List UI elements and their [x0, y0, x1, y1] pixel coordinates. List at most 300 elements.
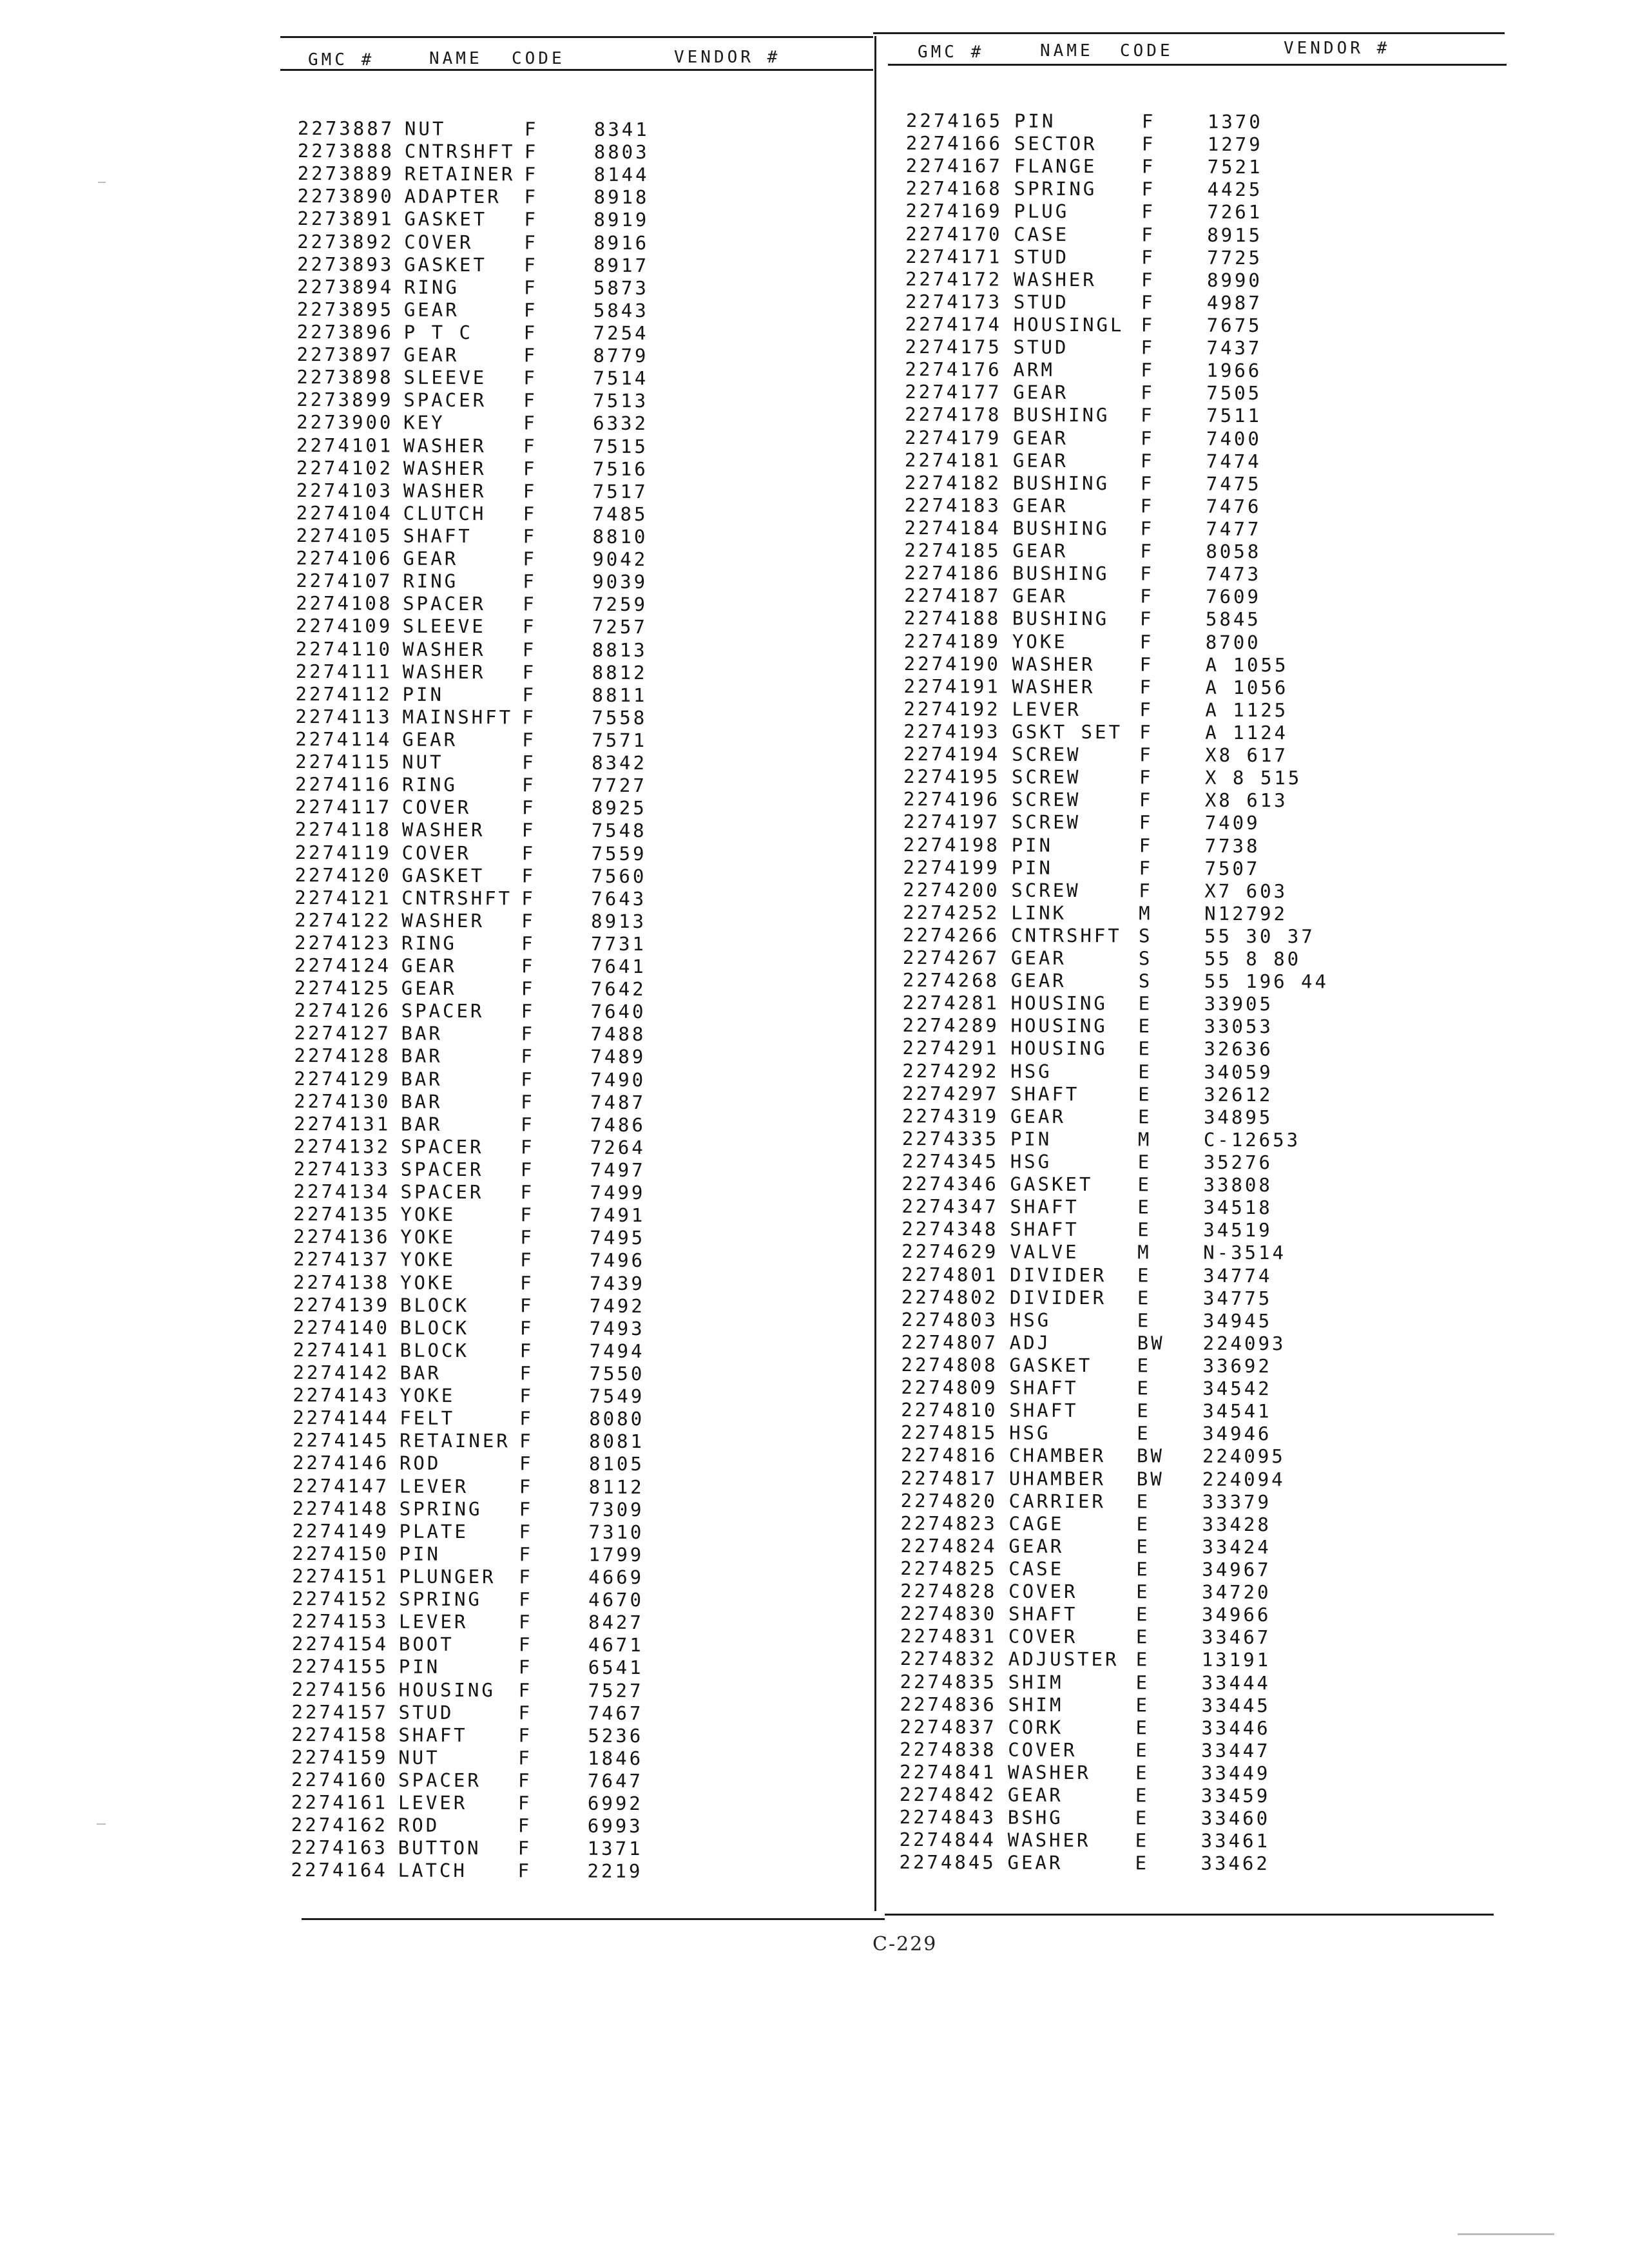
source-code: F: [1139, 811, 1153, 834]
vendor-number: 7492: [589, 1294, 645, 1317]
part-name: BUTTON: [398, 1836, 481, 1860]
vendor-number: 33445: [1201, 1694, 1271, 1716]
part-name: WASHER: [1012, 653, 1095, 675]
part-name: GEAR: [402, 728, 458, 751]
part-name: WASHER: [403, 457, 487, 479]
source-code: F: [521, 1023, 535, 1045]
gmc-number: 2274145: [293, 1429, 390, 1452]
vendor-number: 8081: [589, 1430, 645, 1453]
vendor-number: 7409: [1204, 812, 1260, 834]
part-name: SHAFT: [398, 1724, 468, 1746]
vendor-number: 13191: [1201, 1649, 1271, 1671]
gmc-number: 2273900: [296, 411, 394, 434]
gmc-number: 2274842: [899, 1783, 997, 1806]
gmc-number: 2274163: [291, 1836, 388, 1859]
source-code: F: [517, 1814, 532, 1837]
source-code: F: [517, 1837, 532, 1860]
vendor-number: 33461: [1200, 1830, 1271, 1852]
vendor-number: 8341: [593, 118, 650, 141]
part-name: PLUG: [1014, 200, 1070, 223]
source-code: F: [519, 1340, 534, 1362]
part-name: DIVIDER: [1009, 1264, 1107, 1286]
source-code: F: [518, 1747, 532, 1769]
vendor-number: 55 30 37: [1204, 925, 1315, 948]
part-name: CNTRSHFT: [404, 140, 516, 163]
part-name: SHAFT: [1008, 1602, 1078, 1626]
gmc-number: 2274107: [296, 570, 393, 592]
vendor-number: 7527: [588, 1679, 644, 1702]
gmc-number: 2274169: [905, 200, 1003, 223]
gmc-number: 2273887: [297, 117, 395, 140]
source-code: F: [1140, 540, 1154, 562]
vendor-number: 7477: [1206, 517, 1262, 541]
part-name: COVER: [404, 231, 474, 253]
gmc-number: 2274131: [293, 1112, 391, 1135]
gmc-number: 2274102: [296, 456, 394, 479]
vendor-number: 7497: [590, 1158, 646, 1182]
gmc-number: 2274118: [294, 818, 392, 841]
gmc-number: 2274809: [901, 1376, 998, 1399]
source-code: F: [520, 1181, 535, 1204]
part-name: GEAR: [1010, 947, 1066, 970]
vendor-number: X 8 515: [1204, 766, 1302, 789]
part-name: BAR: [400, 1361, 441, 1384]
part-name: MAINSHFT: [402, 706, 514, 729]
source-code: E: [1137, 1264, 1152, 1287]
vendor-number: 7640: [590, 1001, 646, 1023]
vendor-number: 7727: [591, 774, 647, 797]
part-name: SHIM: [1008, 1671, 1064, 1693]
vendor-number: 33449: [1201, 1762, 1271, 1785]
gmc-number: 2274158: [291, 1723, 389, 1746]
vendor-number: 34542: [1202, 1377, 1272, 1400]
vendor-number: 34945: [1202, 1309, 1273, 1332]
source-code: F: [523, 570, 537, 593]
vendor-number: X7 603: [1204, 879, 1288, 903]
source-code: F: [519, 1407, 534, 1430]
gmc-number: 2274155: [291, 1655, 389, 1678]
source-code: F: [518, 1724, 532, 1747]
gmc-number: 2273893: [297, 253, 394, 276]
source-code: E: [1137, 1196, 1152, 1218]
part-name: GEAR: [1007, 1783, 1063, 1807]
bottom-rule-right: [885, 1914, 1494, 1916]
part-name: BAR: [401, 1045, 443, 1068]
part-name: BAR: [400, 1113, 443, 1135]
part-name: BUSHING: [1013, 404, 1110, 427]
vendor-number: A 1125: [1205, 698, 1289, 722]
source-code: F: [521, 932, 535, 955]
header-gmc: GMC #: [918, 43, 985, 62]
part-name: PIN: [402, 683, 445, 706]
vendor-number: 2219: [587, 1860, 643, 1883]
source-code: E: [1137, 1218, 1152, 1241]
source-code: E: [1138, 1037, 1152, 1060]
part-name: BAR: [401, 1090, 443, 1113]
part-name: GEAR: [1012, 494, 1068, 517]
part-name: SHAFT: [1009, 1376, 1079, 1399]
source-code: F: [524, 186, 539, 208]
source-code: M: [1137, 1241, 1152, 1264]
part-name: ROD: [398, 1814, 440, 1837]
gmc-number: 2274113: [295, 705, 392, 728]
source-code: F: [522, 615, 537, 638]
vendor-number: 8915: [1207, 224, 1263, 246]
page-number: C-229: [872, 1933, 938, 1956]
part-name: BUSHING: [1012, 472, 1110, 494]
gmc-number: 2274105: [296, 524, 393, 547]
source-code: F: [521, 977, 535, 1000]
gmc-number: 2274193: [903, 720, 1001, 743]
part-name: COVER: [401, 841, 471, 864]
vendor-number: 8112: [588, 1475, 644, 1498]
source-code: F: [521, 1091, 535, 1113]
gmc-number: 2274195: [903, 765, 1001, 788]
vendor-number: 6993: [587, 1814, 643, 1838]
part-name: SCREW: [1011, 879, 1081, 901]
part-name: SPACER: [400, 1158, 484, 1181]
source-code: F: [1141, 314, 1155, 336]
gmc-number: 2274143: [293, 1384, 390, 1407]
source-code: E: [1135, 1807, 1150, 1829]
part-name: HOUSING: [1010, 1037, 1108, 1060]
part-name: PLATE: [399, 1520, 468, 1542]
gmc-number: 2274171: [905, 245, 1003, 268]
part-name: BOOT: [398, 1633, 454, 1656]
source-code: F: [520, 1249, 534, 1271]
vendor-number: 33444: [1201, 1671, 1271, 1694]
vendor-number: 7515: [592, 435, 648, 457]
vendor-number: 33692: [1202, 1354, 1272, 1378]
source-code: F: [519, 1475, 534, 1497]
vendor-number: 7514: [593, 367, 649, 390]
gmc-number: 2274825: [900, 1557, 998, 1580]
header-code: CODE: [1120, 41, 1173, 61]
gmc-number: 2274808: [901, 1354, 998, 1376]
part-name: PLUNGER: [399, 1565, 496, 1588]
source-code: F: [517, 1860, 532, 1882]
gmc-number: 2274134: [293, 1180, 390, 1203]
source-code: F: [1141, 404, 1155, 427]
source-code: F: [1141, 200, 1155, 223]
part-name: GEAR: [403, 343, 459, 367]
vendor-number: 33053: [1204, 1015, 1273, 1038]
gmc-number: 2274112: [295, 682, 392, 706]
gmc-number: 2274181: [904, 448, 1002, 472]
source-code: F: [523, 434, 537, 457]
part-name: LEVER: [398, 1610, 468, 1633]
vendor-number: 8917: [593, 254, 650, 276]
part-name: SPRING: [399, 1588, 483, 1611]
source-code: F: [522, 706, 536, 729]
vendor-number: 8918: [593, 186, 650, 209]
vendor-number: 7550: [589, 1362, 645, 1385]
gmc-number: 2274194: [903, 743, 1001, 765]
source-code: E: [1138, 1060, 1152, 1083]
gmc-number: 2274130: [294, 1090, 391, 1113]
part-name: SPRING: [399, 1497, 483, 1520]
vendor-number: 224095: [1202, 1445, 1286, 1468]
source-code: F: [518, 1769, 532, 1792]
source-code: F: [523, 322, 538, 344]
vendor-number: 4670: [588, 1588, 644, 1611]
gmc-number: 2274167: [905, 155, 1003, 177]
part-name: NUT: [398, 1746, 440, 1769]
header-vendor: VENDOR #: [674, 48, 781, 67]
vendor-number: 7257: [592, 616, 648, 639]
vendor-number: 8427: [588, 1611, 644, 1634]
vendor-number: 34519: [1203, 1219, 1273, 1242]
vendor-number: 7264: [590, 1136, 646, 1159]
gmc-number: 2274841: [900, 1760, 997, 1783]
source-code: F: [519, 1543, 533, 1566]
gmc-number: 2274172: [905, 267, 1003, 291]
source-code: E: [1135, 1648, 1150, 1671]
gmc-number: 2274115: [295, 751, 392, 773]
source-code: F: [1141, 110, 1156, 133]
gmc-number: 2274832: [900, 1648, 998, 1670]
gmc-number: 2274135: [293, 1203, 390, 1225]
part-name: CLUTCH: [403, 502, 487, 524]
vendor-number: 7738: [1204, 834, 1260, 857]
part-name: FELT: [400, 1407, 456, 1430]
vendor-number: 7309: [588, 1498, 644, 1521]
gmc-number: 2274162: [291, 1814, 389, 1836]
part-name: CASE: [1014, 223, 1070, 245]
gmc-number: 2274177: [905, 381, 1002, 403]
part-name: GEAR: [1012, 427, 1068, 449]
vendor-number: 34775: [1202, 1287, 1273, 1309]
gmc-number: 2274345: [901, 1150, 999, 1173]
top-rule-left: [280, 36, 873, 38]
source-code: E: [1135, 1626, 1150, 1648]
vendor-number: 7476: [1206, 495, 1262, 517]
source-code: F: [522, 729, 536, 751]
source-code: F: [1139, 789, 1153, 811]
vendor-number: 224094: [1202, 1468, 1286, 1490]
source-code: F: [521, 864, 536, 887]
source-code: F: [524, 208, 538, 231]
vendor-number: 7474: [1206, 450, 1262, 472]
gmc-number: 2273897: [296, 343, 394, 366]
gmc-number: 2274823: [900, 1512, 998, 1535]
source-code: E: [1137, 1422, 1151, 1445]
vendor-number: 4669: [588, 1566, 644, 1589]
part-name: SCREW: [1011, 811, 1081, 834]
source-code: F: [517, 1792, 532, 1814]
column-divider: [874, 36, 876, 1911]
vendor-number: 34967: [1202, 1558, 1271, 1581]
vendor-number: A 1055: [1205, 653, 1289, 676]
gmc-number: 2274348: [901, 1218, 999, 1240]
source-code: E: [1136, 1558, 1150, 1581]
part-name: RING: [401, 932, 457, 954]
vendor-number: 8813: [592, 639, 648, 661]
vendor-number: 8919: [593, 209, 650, 231]
gmc-number: 2274152: [292, 1588, 389, 1610]
gmc-number: 2274164: [291, 1859, 388, 1881]
vendor-number: 34895: [1203, 1106, 1273, 1129]
source-code: F: [1139, 744, 1153, 766]
vendor-number: 8990: [1206, 269, 1262, 291]
vendor-number: 4671: [588, 1634, 644, 1657]
vendor-number: 7521: [1207, 156, 1263, 178]
header-name: NAME: [1040, 41, 1094, 61]
gmc-number: 2273894: [296, 275, 394, 298]
part-name: COVER: [401, 796, 472, 819]
gmc-number: 2273890: [297, 185, 394, 207]
vendor-number: 34541: [1202, 1400, 1272, 1423]
source-code: E: [1135, 1762, 1150, 1784]
gmc-number: 2274156: [291, 1678, 389, 1701]
source-code: E: [1135, 1784, 1150, 1807]
gmc-number: 2274160: [291, 1768, 389, 1791]
source-code: E: [1135, 1739, 1150, 1762]
source-code: E: [1135, 1852, 1150, 1874]
source-code: E: [1136, 1490, 1151, 1513]
source-code: F: [1140, 562, 1154, 585]
gmc-number: 2274189: [903, 629, 1001, 653]
part-name: HSG: [1010, 1150, 1052, 1173]
source-code: F: [520, 1158, 535, 1181]
part-name: SPACER: [403, 592, 486, 615]
vendor-number: 7516: [592, 457, 648, 480]
vendor-number: 7499: [590, 1181, 646, 1204]
part-name: SPACER: [403, 389, 487, 412]
part-name: GEAR: [1007, 1852, 1063, 1874]
gmc-number: 2274843: [899, 1806, 997, 1829]
part-name: CAGE: [1008, 1512, 1065, 1535]
gmc-number: 2274831: [900, 1625, 998, 1648]
gmc-number: 2273892: [297, 230, 394, 253]
vendor-number: 8779: [593, 344, 649, 367]
gmc-number: 2274168: [905, 177, 1003, 200]
source-code: F: [1139, 766, 1153, 789]
source-code: F: [519, 1498, 534, 1521]
source-code: E: [1136, 1535, 1150, 1558]
source-code: F: [519, 1521, 534, 1543]
gmc-number: 2274119: [294, 841, 392, 864]
gmc-number: 2274150: [292, 1542, 389, 1565]
gmc-number: 2274183: [904, 494, 1001, 517]
vendor-number: 8811: [592, 684, 648, 706]
source-code: F: [1140, 450, 1155, 472]
gmc-number: 2274144: [293, 1407, 390, 1429]
source-code: E: [1137, 1287, 1152, 1309]
part-name: WASHER: [401, 909, 485, 932]
vendor-number: 8080: [589, 1407, 645, 1430]
gmc-number: 2274267: [902, 947, 1000, 969]
gmc-number: 2274154: [291, 1633, 389, 1655]
vendor-number: 7675: [1206, 314, 1262, 337]
gmc-number: 2274185: [904, 539, 1001, 562]
vendor-number: 7731: [591, 932, 646, 956]
gmc-number: 2273898: [296, 366, 394, 389]
source-code: F: [1141, 178, 1156, 200]
part-name: WASHER: [401, 819, 485, 841]
vendor-number: 224093: [1202, 1332, 1286, 1355]
vendor-number: 7490: [590, 1068, 646, 1091]
part-name: SCREW: [1011, 788, 1081, 811]
gmc-number: 2274192: [903, 697, 1001, 720]
part-name: VALVE: [1010, 1241, 1079, 1264]
vendor-number: 8058: [1206, 540, 1262, 563]
part-name: SHAFT: [1010, 1082, 1080, 1105]
vendor-number: A 1124: [1205, 721, 1289, 744]
part-name: ADJUSTER: [1008, 1648, 1119, 1671]
vendor-number: 7496: [590, 1249, 646, 1272]
source-code: S: [1138, 947, 1153, 970]
vendor-number: 7571: [592, 729, 648, 752]
right-parts-list: [899, 110, 1329, 1875]
gmc-number: 2274820: [900, 1489, 998, 1512]
part-name: STUD: [398, 1701, 454, 1724]
gmc-number: 2274836: [900, 1693, 997, 1716]
gmc-number: 2274335: [901, 1127, 999, 1150]
part-name: YOKE: [1012, 630, 1068, 653]
gmc-number: 2274297: [902, 1082, 999, 1105]
source-code: E: [1137, 1377, 1151, 1399]
source-code: F: [1140, 517, 1155, 540]
vendor-number: 32612: [1204, 1083, 1273, 1106]
part-name: ADAPTER: [404, 185, 501, 208]
gmc-number: 2274132: [293, 1135, 391, 1158]
part-name: WASHER: [402, 660, 486, 683]
source-code: F: [1141, 155, 1156, 178]
source-code: E: [1137, 1309, 1152, 1332]
gmc-number: 2273888: [297, 140, 395, 162]
vendor-number: 33808: [1203, 1173, 1273, 1196]
part-name: SPACER: [400, 1180, 484, 1204]
part-name: GASKET: [404, 253, 487, 276]
source-code: F: [518, 1611, 533, 1633]
vendor-number: 32636: [1204, 1038, 1273, 1061]
vendor-number: 33428: [1202, 1513, 1271, 1535]
source-code: F: [520, 1113, 535, 1136]
gmc-number: 2274140: [293, 1316, 390, 1339]
source-code: F: [524, 254, 538, 276]
source-code: F: [523, 299, 538, 322]
source-code: E: [1135, 1829, 1150, 1852]
gmc-number: 2274837: [900, 1715, 997, 1738]
vendor-number: C-12653: [1203, 1128, 1301, 1151]
source-code: F: [1139, 698, 1153, 721]
part-name: GASKET: [401, 864, 485, 887]
vendor-number: 8700: [1205, 631, 1261, 653]
source-code: F: [523, 276, 538, 299]
part-name: GEAR: [1012, 449, 1068, 472]
vendor-number: 7473: [1206, 562, 1262, 586]
source-code: F: [521, 796, 536, 819]
part-name: HSG: [1009, 1421, 1051, 1445]
part-name: DIVIDER: [1009, 1286, 1107, 1309]
vendor-number: 1799: [588, 1543, 644, 1566]
part-name: BLOCK: [400, 1294, 470, 1316]
part-name: HOUSING: [398, 1678, 496, 1701]
vendor-number: 5236: [588, 1724, 644, 1747]
part-name: PIN: [399, 1542, 441, 1565]
gmc-number: 2274182: [904, 471, 1002, 494]
vendor-number: 4987: [1206, 291, 1262, 314]
vendor-number: 33467: [1201, 1626, 1271, 1649]
gmc-number: 2274122: [294, 908, 392, 932]
part-name: WASHER: [403, 434, 487, 457]
vendor-number: N-3514: [1203, 1242, 1287, 1264]
gmc-number: 2274120: [294, 863, 392, 887]
vendor-number: 7485: [592, 503, 648, 525]
gmc-number: 2274142: [293, 1361, 390, 1384]
part-name: GEAR: [403, 547, 459, 570]
